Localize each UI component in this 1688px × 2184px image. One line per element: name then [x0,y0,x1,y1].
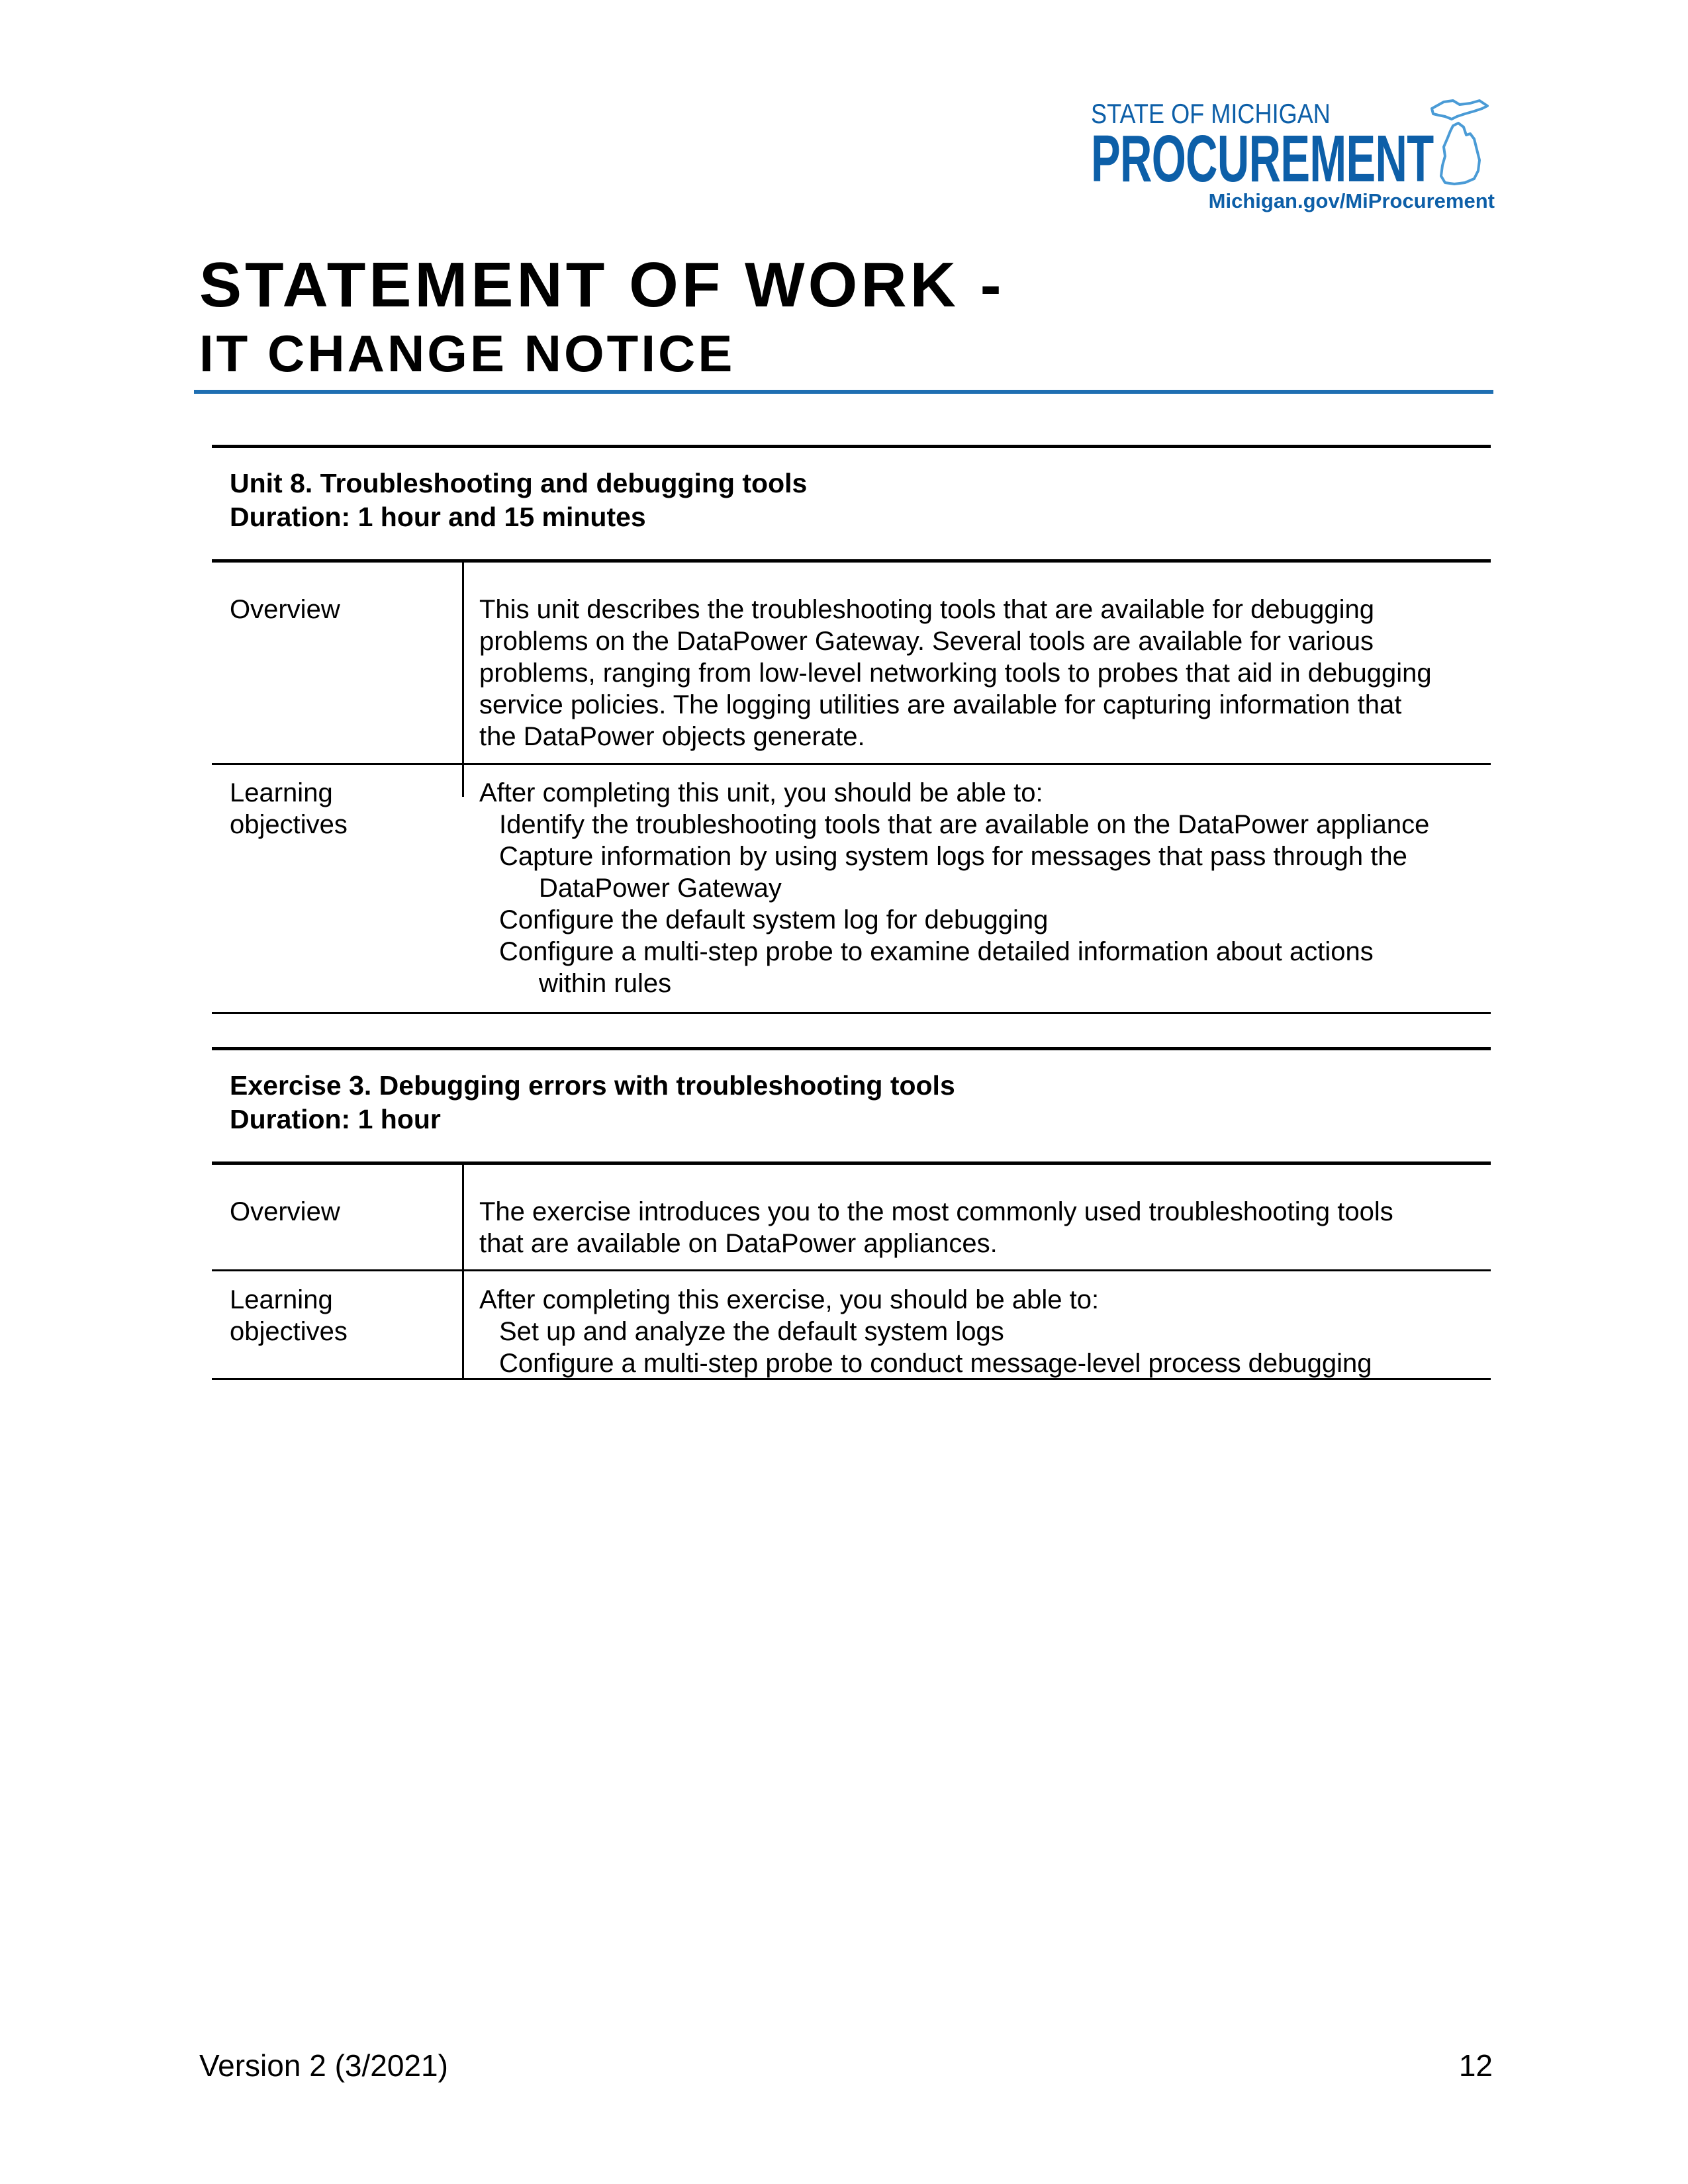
objective-item: Capture information by using system logs for messages that pass through the [499,842,1407,871]
footer-page-number: 12 [1458,2048,1493,2083]
table-top-rule [212,445,1491,448]
objectives-label [230,1284,348,1347]
label-line: Learning [230,778,333,807]
text-line: the DataPower objects generate. [479,722,865,751]
column-divider [462,1165,464,1378]
footer-version: Version 2 (3/2021) [199,2048,448,2083]
row-rule [212,1269,1491,1271]
logo-procurement-text: PROCUREMENT [1091,122,1434,196]
exercise3-heading: Exercise 3. Debugging errors with troubleshooting tools [230,1070,955,1101]
objective-item: Set up and analyze the default system logs [499,1317,1004,1346]
objectives-label [230,777,348,841]
logo-state-text: STATE OF MICHIGAN [1091,98,1331,129]
label-line: objectives [230,1317,348,1346]
overview-label: Overview [230,595,340,624]
table-bottom-rule [212,1012,1491,1014]
text-line: that are available on DataPower appliances. [479,1229,998,1258]
title-divider [194,390,1493,394]
objective-item: Configure the default system log for debugging [499,905,1049,934]
text-line: The exercise introduces you to the most commonly used troubleshooting tools [479,1197,1393,1226]
procurement-logo [1091,97,1495,216]
objective-item: Configure a multi-step probe to conduct message-level process debugging [499,1349,1372,1378]
text-line: problems on the DataPower Gateway. Several tools are available for various [479,627,1374,656]
michigan-map-icon [1419,97,1495,189]
row-rule [212,763,1491,765]
exercise3-duration: Duration: 1 hour [230,1104,441,1134]
overview-text [479,1196,1393,1259]
page-title: STATEMENT OF WORK - [199,250,1005,320]
label-line: objectives [230,810,348,839]
exercise3-table [212,1047,1491,1398]
table-bottom-rule [212,1378,1491,1380]
header-rule [212,559,1491,563]
unit8-table [212,445,1491,1014]
objectives-text [479,777,1429,999]
overview-label: Overview [230,1197,340,1226]
header-rule [212,1161,1491,1165]
column-divider [462,563,464,797]
objective-item-continued: within rules [539,969,672,998]
overview-text [479,594,1432,752]
text-line: This unit describes the troubleshooting tools that are available for debugging [479,595,1374,624]
label-line: Learning [230,1285,333,1314]
text-line: After completing this unit, you should be able to: [479,778,1043,807]
text-line: After completing this exercise, you should be able to: [479,1285,1100,1314]
logo-url-text: Michigan.gov/MiProcurement [1208,189,1495,212]
page-subtitle: IT CHANGE NOTICE [199,324,735,383]
table-top-rule [212,1047,1491,1050]
text-line: problems, ranging from low-level networking tools to probes that aid in debugging [479,659,1432,688]
objective-item: Configure a multi-step probe to examine detailed information about actions [499,937,1374,966]
unit8-heading: Unit 8. Troubleshooting and debugging tools [230,468,808,498]
objective-item-continued: DataPower Gateway [539,874,782,903]
unit8-duration: Duration: 1 hour and 15 minutes [230,502,646,532]
text-line: service policies. The logging utilities are available for capturing information that [479,690,1402,719]
objectives-text [479,1284,1372,1379]
objective-item: Identify the troubleshooting tools that are available on the DataPower appliance [499,810,1430,839]
